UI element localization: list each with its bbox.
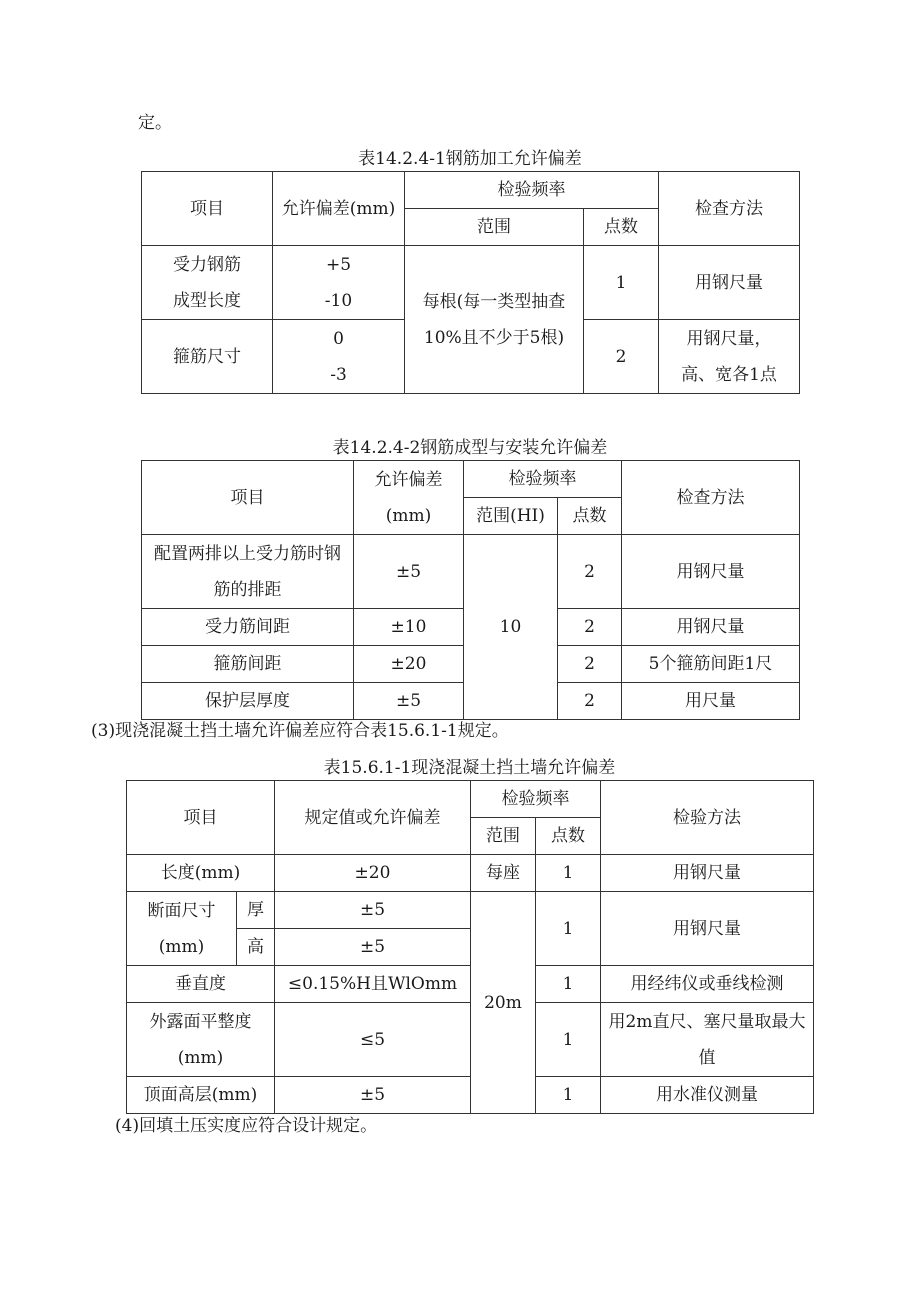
table1-row2-points: 2: [584, 320, 659, 394]
table3-length-item: 长度(mm): [127, 855, 275, 892]
table1-row1-points: 1: [584, 246, 659, 320]
table3-top-points: 1: [536, 1077, 601, 1114]
table3-section-method: 用钢尺量: [601, 892, 814, 966]
table2-header-tolerance: 允许偏差 (mm): [354, 461, 464, 535]
table2-header-item: 项目: [142, 461, 354, 535]
table3-length-points: 1: [536, 855, 601, 892]
table2-row2-method: 用钢尺量: [622, 609, 800, 646]
table3-vertical-item: 垂直度: [127, 966, 275, 1003]
table2-row3-item: 箍筋间距: [142, 646, 354, 683]
table2-row4-method: 用尺量: [622, 683, 800, 720]
table1-row2-tolerance: 0 -3: [273, 320, 405, 394]
table3-section-points: 1: [536, 892, 601, 966]
table3-vertical-method: 用经纬仪或垂线检测: [601, 966, 814, 1003]
table2-header-method: 检查方法: [622, 461, 800, 535]
table3-length-method: 用钢尺量: [601, 855, 814, 892]
table3-length-range: 每座: [471, 855, 536, 892]
table3-flatness-method: 用2m直尺、塞尺量取最大 值: [601, 1003, 814, 1077]
table3-section-thickness-tolerance: ±5: [275, 892, 471, 929]
table3-top-tolerance: ±5: [275, 1077, 471, 1114]
table2-row2-points: 2: [558, 609, 622, 646]
table2-row3-tolerance: ±20: [354, 646, 464, 683]
table3-flatness-item: 外露面平整度 (mm): [127, 1003, 275, 1077]
table3-shared-range: 20m: [471, 892, 536, 1114]
table3-header-tolerance: 规定值或允许偏差: [275, 781, 471, 855]
table3-header-range: 范围: [471, 818, 536, 855]
table2-row1-method: 用钢尺量: [622, 535, 800, 609]
table3-header-points: 点数: [536, 818, 601, 855]
table1-row2-method: 用钢尺量， 高、宽各1点: [659, 320, 800, 394]
table2-row1-points: 2: [558, 535, 622, 609]
table3-section-thickness-label: 厚: [237, 892, 275, 929]
table1-header-range: 范围: [405, 209, 584, 246]
table1-caption: 表14.2.4-1钢筋加工允许偏差: [358, 149, 582, 169]
table2-row4-points: 2: [558, 683, 622, 720]
table2-row4-item: 保护层厚度: [142, 683, 354, 720]
table3-vertical-tolerance: ≤0.15%H且WlOmm: [275, 966, 471, 1003]
table3-caption: 表15.6.1-1现浇混凝土挡土墙允许偏差: [323, 758, 616, 778]
table3-section-item: 断面尺寸 (mm): [127, 892, 237, 966]
table1-row1-method: 用钢尺量: [659, 246, 800, 320]
table2-header-points: 点数: [558, 498, 622, 535]
paragraph-3: (3)现浇混凝土挡土墙允许偏差应符合表15.6.1-1规定。: [91, 721, 509, 741]
table1: [141, 171, 800, 394]
table1-shared-range: 每根(每一类型抽查 10%且不少于5根): [405, 246, 584, 394]
table2: [141, 460, 800, 720]
table1-header-tolerance: 允许偏差(mm): [273, 172, 405, 246]
table2-row3-points: 2: [558, 646, 622, 683]
table3: [126, 780, 814, 1114]
intro-tail-text: 定。: [138, 113, 172, 133]
table3-header-frequency: 检验频率: [471, 781, 601, 818]
table2-row2-tolerance: ±10: [354, 609, 464, 646]
table3-section-height-tolerance: ±5: [275, 929, 471, 966]
table3-length-tolerance: ±20: [275, 855, 471, 892]
table2-shared-range: 10: [464, 535, 558, 720]
table3-header-method: 检验方法: [601, 781, 814, 855]
table3-section-height-label: 高: [237, 929, 275, 966]
table2-row2-item: 受力筋间距: [142, 609, 354, 646]
table3-flatness-points: 1: [536, 1003, 601, 1077]
table1-header-points: 点数: [584, 209, 659, 246]
table1-row1-item: 受力钢筋 成型长度: [142, 246, 273, 320]
table2-row3-method: 5个箍筋间距1尺: [622, 646, 800, 683]
table3-flatness-tolerance: ≤5: [275, 1003, 471, 1077]
table1-row1-tolerance: +5 -10: [273, 246, 405, 320]
table2-caption: 表14.2.4-2钢筋成型与安装允许偏差: [332, 438, 608, 458]
table1-row2-item: 箍筋尺寸: [142, 320, 273, 394]
table2-row1-item: 配置两排以上受力筋时钢 筋的排距: [142, 535, 354, 609]
table3-header-item: 项目: [127, 781, 275, 855]
paragraph-4: (4)回填土压实度应符合设计规定。: [115, 1116, 378, 1136]
table3-top-item: 顶面高层(mm): [127, 1077, 275, 1114]
table2-header-frequency: 检验频率: [464, 461, 622, 498]
table1-header-method: 检查方法: [659, 172, 800, 246]
table2-row4-tolerance: ±5: [354, 683, 464, 720]
table3-vertical-points: 1: [536, 966, 601, 1003]
table2-header-range: 范围(HI): [464, 498, 558, 535]
table1-header-frequency: 检验频率: [405, 172, 659, 209]
table1-header-item: 项目: [142, 172, 273, 246]
table2-row1-tolerance: ±5: [354, 535, 464, 609]
table3-top-method: 用水准仪测量: [601, 1077, 814, 1114]
